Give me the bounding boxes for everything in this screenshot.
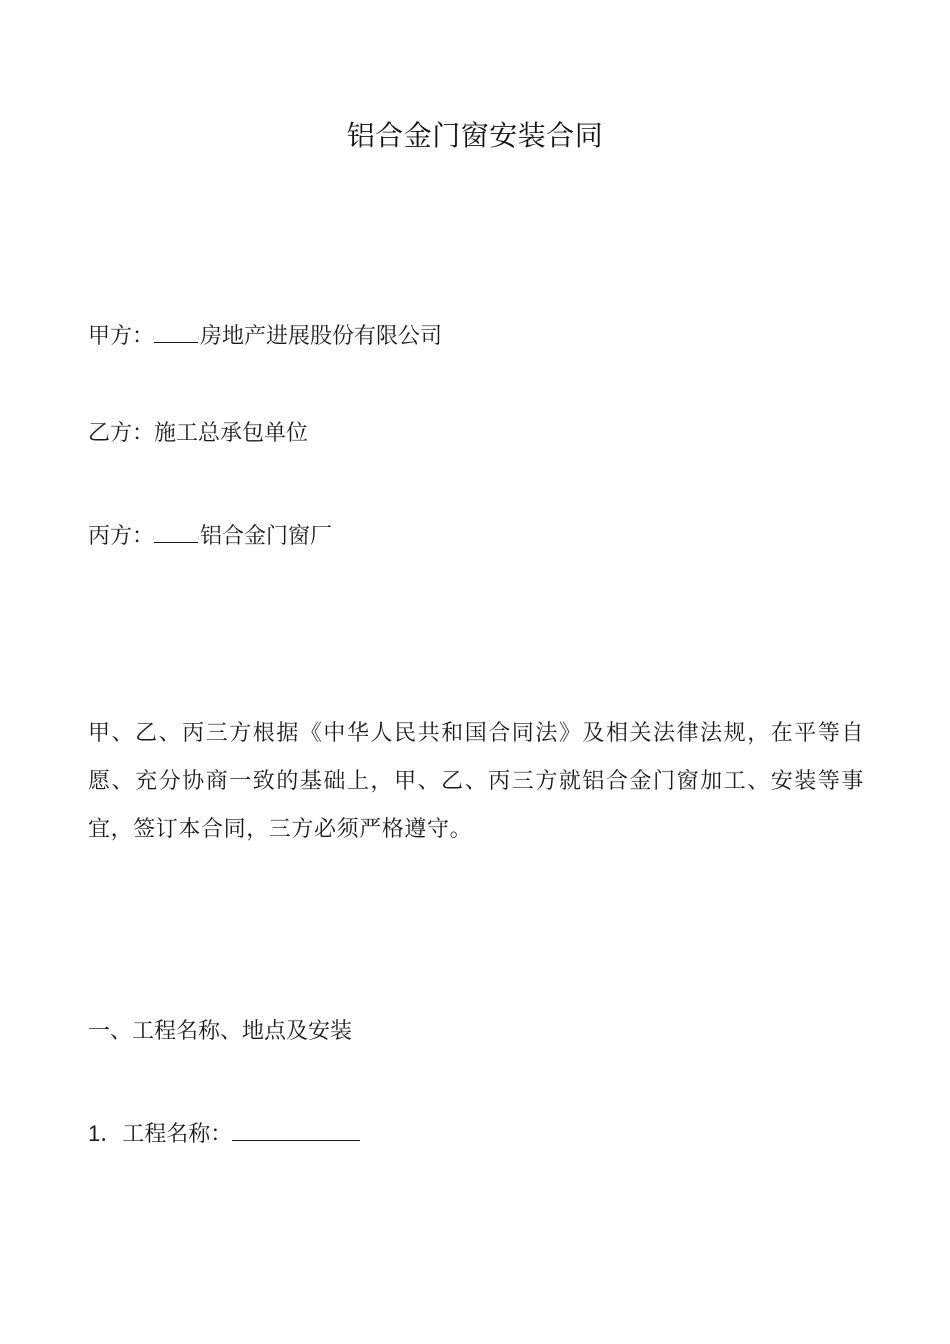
party-a-blank: [154, 318, 198, 343]
party-b-line: [88, 418, 308, 450]
party-c-label: 丙方：: [88, 524, 155, 549]
party-b-name: 施工总承包单位: [154, 421, 309, 446]
party-b-label: 乙方：: [88, 421, 155, 446]
item-1-line: [88, 1116, 362, 1151]
party-a-label: 甲方：: [88, 324, 155, 349]
preamble-paragraph: 甲、乙、丙三方根据《中华人民共和国合同法》及相关法律法规，在平等自愿、充分协商一致的基础上，甲、乙、丙三方就铝合金门窗加工、安装等事宜，签订本合同，三方必须严格遵守。: [88, 721, 864, 842]
party-c-line: [88, 518, 332, 553]
party-a-line: [88, 318, 442, 353]
item-1-label: 工程名称：: [122, 1122, 233, 1147]
party-c-name: 铝合金门窗厂: [200, 524, 333, 549]
item-1-number: 1．: [88, 1121, 123, 1146]
document-title: 铝合金门窗安装合同: [346, 119, 604, 152]
party-a-name: 房地产进展股份有限公司: [200, 324, 443, 349]
project-name-blank: [232, 1116, 360, 1141]
party-c-blank: [154, 518, 198, 543]
section-1-heading: 一、工程名称、地点及安装: [88, 1019, 353, 1044]
